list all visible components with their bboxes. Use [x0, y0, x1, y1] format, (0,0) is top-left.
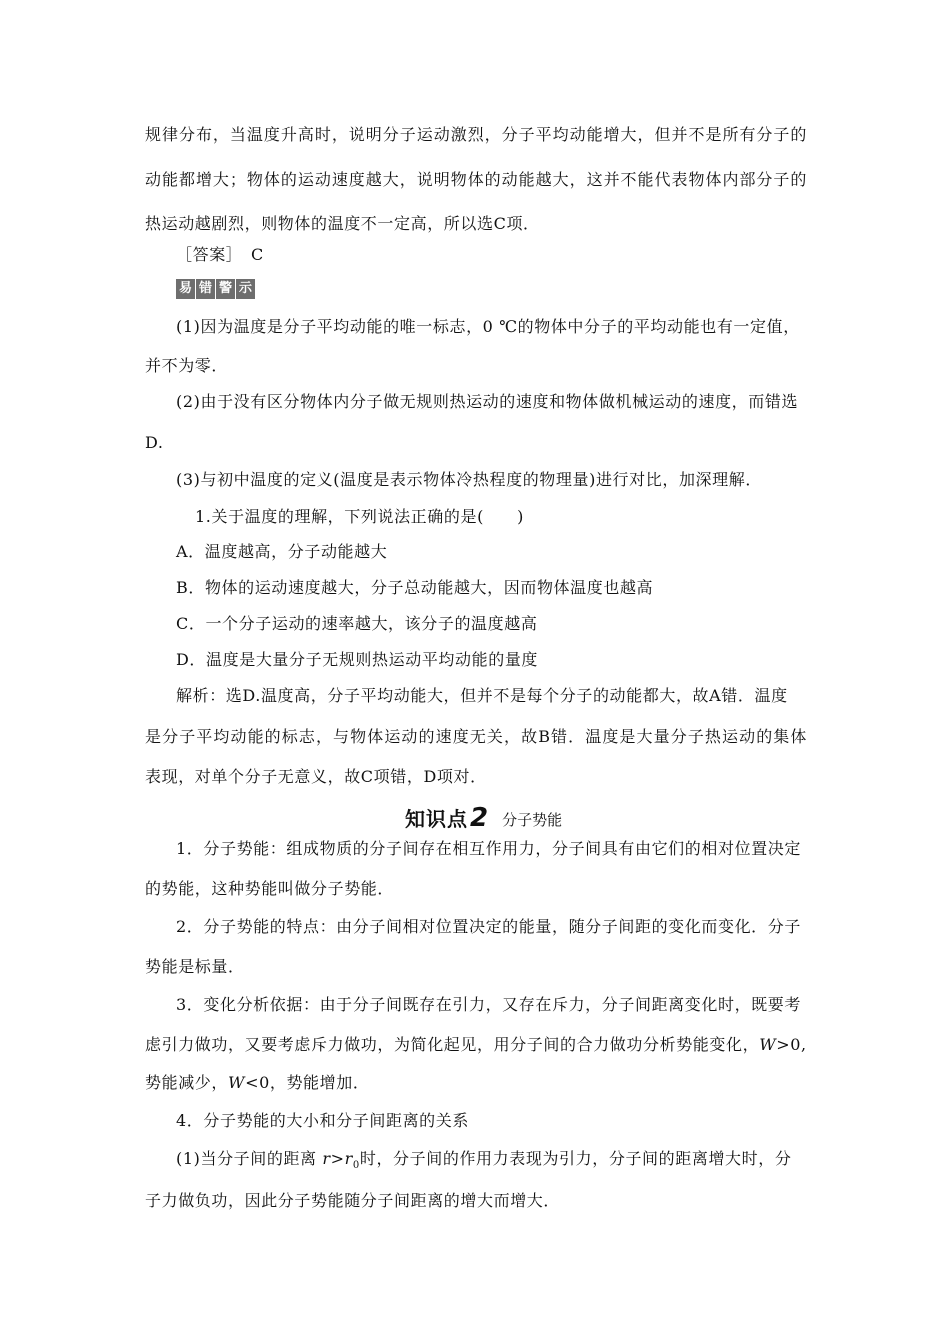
text-line: [176, 1148, 791, 1177]
solution-line: 解析：选D.温度高，分子平均动能大，但并不是每个分子的动能都大，故A错．温度: [176, 686, 788, 705]
text-line: 2．分子势能的特点：由分子间相对位置决定的能量，随分子间距的变化而变化．分子: [176, 917, 801, 936]
text-span: 时，分子间的作用力表现为引力，分子间的距离增大时，分: [359, 1149, 792, 1168]
text-line: 势能是标量．: [145, 957, 245, 976]
subscript: 0: [352, 1160, 360, 1172]
option-b: B．物体的运动速度越大，分子总动能越大，因而物体温度也越高: [176, 578, 654, 597]
text-span: >: [330, 1149, 345, 1168]
text-line: 4．分子势能的大小和分子间距离的关系: [176, 1111, 469, 1130]
text-span: >0,: [776, 1035, 807, 1054]
text-line: 的势能，这种势能叫做分子势能．: [145, 879, 395, 898]
knowledge-point-heading: [405, 802, 562, 832]
symbol-r: r: [322, 1149, 331, 1168]
text-span: 势能减少，: [145, 1073, 229, 1092]
text-line: (2)由于没有区分物体内分子做无规则热运动的速度和物体做机械运动的速度，而错选: [176, 392, 799, 411]
text-span: <0，势能增加．: [245, 1073, 370, 1092]
question-stem: 1.关于温度的理解，下列说法正确的是( ): [195, 507, 524, 526]
option-d: D．温度是大量分子无规则热运动平均动能的量度: [176, 650, 539, 669]
text-line: [145, 1034, 807, 1056]
text-line: [145, 1072, 807, 1094]
solution-line: 是分子平均动能的标志，与物体运动的速度无关，故B错．温度是大量分子热运动的集体: [145, 727, 807, 746]
badge-char: 示: [236, 279, 255, 299]
symbol-w: W: [759, 1035, 777, 1054]
text-line: 热运动越剧烈，则物体的温度不一定高，所以选C项．: [145, 214, 540, 233]
text-line: 3．变化分析依据：由于分子间既存在引力，又存在斥力，分子间距离变化时，既要考: [176, 995, 801, 1014]
badge-char: 错: [196, 279, 215, 299]
text-line: 1．分子势能：组成物质的分子间存在相互作用力，分子间具有由它们的相对位置决定: [176, 839, 801, 858]
knowledge-point-title: 知识点: [405, 807, 468, 831]
symbol-w: W: [228, 1073, 246, 1092]
knowledge-point-subtitle: 分子势能: [502, 811, 563, 829]
option-c: C．一个分子运动的速率越大，该分子的温度越高: [176, 614, 538, 633]
text-line: (3)与初中温度的定义(温度是表示物体冷热程度的物理量)进行对比，加深理解．: [176, 470, 762, 489]
text-line: 并不为零．: [145, 356, 229, 375]
text-span: (1)当分子间的距离: [176, 1149, 323, 1168]
symbol-r0: r: [344, 1149, 353, 1168]
badge-char: 警: [216, 279, 235, 299]
text-line: 动能都增大；物体的运动速度越大，说明物体的动能越大，这并不能代表物体内部分子的: [145, 170, 807, 189]
text-line: 子力做负功，因此分子势能随分子间距离的增大而增大．: [145, 1191, 561, 1210]
option-a: A．温度越高，分子动能越大: [176, 542, 388, 561]
badge-char: 易: [176, 279, 195, 299]
error-warning-badge: [176, 279, 255, 299]
answer-line: ［答案］ C: [176, 245, 264, 264]
text-span: 虑引力做功，又要考虑斥力做功，为简化起见，用分子间的合力做功分析势能变化，: [145, 1035, 760, 1054]
knowledge-point-number: 2: [470, 803, 489, 833]
text-line: 规律分布，当温度升高时，说明分子运动激烈，分子平均动能增大，但并不是所有分子的: [145, 125, 807, 144]
text-line: D.: [145, 433, 164, 452]
solution-line: 表现，对单个分子无意义，故C项错，D项对．: [145, 767, 487, 786]
text-line: (1)因为温度是分子平均动能的唯一标志，0 ℃的物体中分子的平均动能也有一定值，: [176, 317, 800, 336]
